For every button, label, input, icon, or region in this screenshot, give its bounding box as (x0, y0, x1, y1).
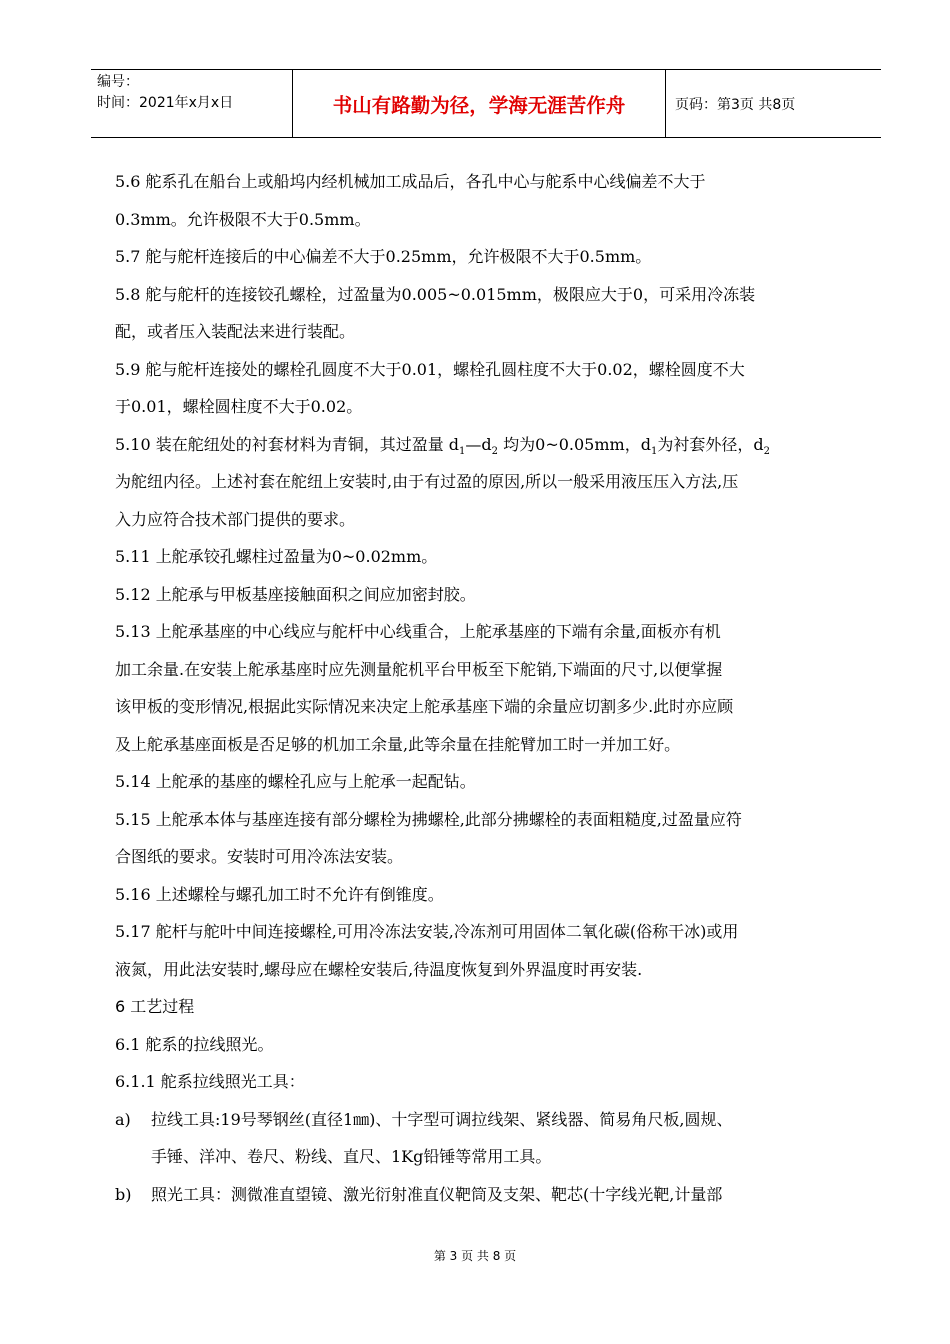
list-text: 拉线工具:19号琴钢丝(直径1㎜)、十字型可调拉线架、紧线器、简易角尺板,圆规、 (151, 1109, 733, 1129)
text-line: 液氮，用此法安装时,螺母应在螺栓安装后,待温度恢复到外界温度时再安装. (115, 959, 643, 979)
list-text: 照光工具：测微准直望镜、激光衍射准直仪靶筒及支架、靶芯(十字线光靶,计量部 (151, 1184, 723, 1204)
page-number-label: 页码：第3页 共8页 (675, 97, 796, 113)
text-line: 5.7 舵与舵杆连接后的中心偏差不大于0.25mm，允许极限不大于0.5mm。 (115, 247, 652, 266)
text-line: 5.11 上舵承铰孔螺柱过盈量为0~0.02mm。 (115, 547, 438, 566)
text-line: 该甲板的变形情况,根据此实际情况来决定上舵承基座下端的余量应切割多少.此时亦应顾 (115, 697, 734, 716)
text-line: 5.13 上舵承基座的中心线应与舵杆中心线重合，上舵承基座的下端有余量,面板亦有机 (115, 622, 721, 641)
text-line: 及上舵承基座面板是否足够的机加工余量,此等余量在挂舵臂加工时一并加工好。 (115, 734, 681, 754)
section-6-1: 6.1 舵系的拉线照光。 (115, 1034, 274, 1054)
list-item-b (115, 1176, 861, 1214)
text-line: 5.6 舵系孔在船台上或船坞内经机械加工成品后，各孔中心与舵系中心线偏差不大于 (115, 172, 706, 191)
text-line: 于0.01，螺栓圆柱度不大于0.02。 (115, 397, 363, 416)
list-item-a-cont (115, 1138, 861, 1176)
text-line: 0.3mm。允许极限不大于0.5mm。 (115, 209, 371, 229)
document-body (115, 163, 861, 1213)
text-line: 合图纸的要求。安装时可用冷冻法安装。 (115, 847, 404, 866)
text-line: 5.16 上述螺栓与螺孔加工时不允许有倒锥度。 (115, 884, 444, 904)
motto: 书山有路勤为径，学海无涯苦作舟 (292, 70, 666, 137)
text-line: 5.9 舵与舵杆连接处的螺栓孔圆度不大于0.01，螺栓孔圆柱度不大于0.02，螺栓圆度不大 (115, 359, 745, 379)
time-label: 时间：2021年x月x日 (97, 95, 234, 111)
section-6-1-1: 6.1.1 舵系拉线照光工具： (115, 1072, 305, 1091)
list-marker: a) (115, 1109, 131, 1129)
text-line: 5.17 舵杆与舵叶中间连接螺栓,可用冷冻法安装,冷冻剂可用固体二氧化碳(俗称干冰)或用 (115, 922, 739, 941)
text-line: 5.8 舵与舵杆的连接铰孔螺栓，过盈量为0.005~0.015mm，极限应大于0，可采用冷冻装 (115, 284, 756, 304)
text-line: 5.14 上舵承的基座的螺栓孔应与上舵承一起配钻。 (115, 772, 476, 791)
number-label: 编号： (97, 74, 139, 90)
text-line: 配，或者压入装配法来进行装配。 (115, 322, 356, 341)
text-line: 5.15 上舵承本体与基座连接有部分螺栓为拂螺栓,此部分拂螺栓的表面粗糙度,过盈量应符 (115, 809, 742, 829)
page-footer: 第 3 页 共 8 页 (433, 1249, 517, 1263)
list-marker: b) (115, 1184, 132, 1204)
text-line: 入力应符合技术部门提供的要求。 (115, 509, 356, 529)
text-line: 为舵纽内径。上述衬套在舵纽上安装时,由于有过盈的原因,所以一般采用液压压入方法,压 (115, 472, 739, 491)
list-item-a (115, 1101, 861, 1139)
header-left (97, 72, 233, 114)
text-line: 加工余量.在安装上舵承基座时应先测量舵机平台甲板至下舵销,下端面的尺寸,以便掌握 (115, 659, 723, 679)
text-line-5-10: 5.10 装在舵纽处的衬套材料为青铜，其过盈量 $d_1—d_2$ 均为0~0.05mm，$d_1$为衬套外径，$d_2$ (115, 434, 770, 457)
section-heading-6: 6 工艺过程 (115, 997, 195, 1016)
list-text: 手锤、洋冲、卷尺、粉线、直尺、1Kg铅锤等常用工具。 (151, 1147, 552, 1166)
page-header (91, 69, 881, 138)
text-line: 5.12 上舵承与甲板基座接触面积之间应加密封胶。 (115, 584, 476, 604)
